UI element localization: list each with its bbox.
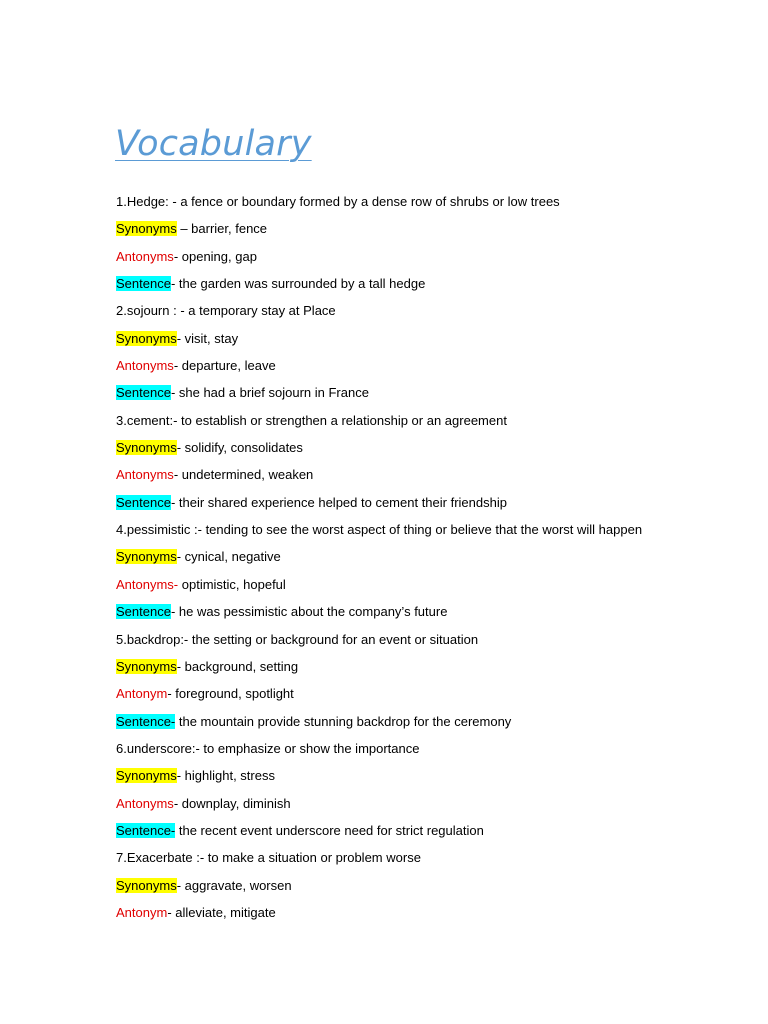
sentence-label: Sentence <box>116 604 171 620</box>
antonyms-line <box>116 794 736 821</box>
line-text: - he was pessimistic about the company’s future <box>170 604 448 620</box>
line-text: - foreground, spotlight <box>167 686 294 702</box>
synonyms-line <box>116 766 736 793</box>
sentence-line <box>116 383 736 410</box>
sentence-line <box>116 602 736 629</box>
line-text: the recent event underscore need for strict regulation <box>175 822 484 838</box>
synonyms-line <box>116 547 736 574</box>
antonyms-line <box>116 465 736 492</box>
line-text: - their shared experience helped to cement their friendship <box>170 494 507 510</box>
antonyms-label: Antonyms <box>116 248 174 264</box>
line-text: - alleviate, mitigate <box>167 904 276 920</box>
antonyms-line <box>116 356 736 383</box>
line-text: the mountain provide stunning backdrop for the ceremony <box>175 713 512 729</box>
synonyms-line <box>116 219 736 246</box>
synonyms-line <box>116 876 736 903</box>
antonyms-line <box>116 247 736 274</box>
line-text: - visit, stay <box>176 330 239 346</box>
antonyms-label: Antonyms <box>116 467 174 483</box>
line-text: 3.cement:- to establish or strengthen a relationship or an agreement <box>116 412 507 428</box>
definition-line <box>116 739 736 766</box>
antonyms-line <box>116 903 736 930</box>
synonyms-line <box>116 438 736 465</box>
page-title: Vocabulary <box>115 124 312 164</box>
line-text: - aggravate, worsen <box>176 877 292 893</box>
line-text: - opening, gap <box>173 248 257 264</box>
synonyms-label: Synonyms <box>116 330 177 346</box>
antonyms-label: Antonyms <box>116 358 174 374</box>
definition-line <box>116 301 736 328</box>
sentence-line <box>116 274 736 301</box>
line-text: - departure, leave <box>173 358 276 374</box>
line-text: - the garden was surrounded by a tall hedge <box>170 276 426 292</box>
synonyms-label: Synonyms <box>116 658 177 674</box>
sentence-line <box>116 821 736 848</box>
line-text: - undetermined, weaken <box>173 467 314 483</box>
sentence-label: Sentence <box>116 276 171 292</box>
line-text: 5.backdrop:- the setting or background for an event or situation <box>116 631 479 647</box>
line-text: optimistic, hopeful <box>178 576 286 592</box>
antonyms-label: Antonyms- <box>116 576 179 592</box>
definition-line <box>116 520 736 547</box>
synonyms-line <box>116 329 736 356</box>
line-text: – barrier, fence <box>176 221 268 237</box>
definition-line <box>116 848 736 875</box>
definition-line <box>116 192 736 219</box>
synonyms-label: Synonyms <box>116 221 177 237</box>
definition-line <box>116 411 736 438</box>
vocabulary-list <box>116 192 736 930</box>
synonyms-label: Synonyms <box>116 440 177 456</box>
antonyms-line <box>116 684 736 711</box>
line-text: - background, setting <box>176 658 299 674</box>
line-text: - highlight, stress <box>176 768 275 784</box>
antonyms-label: Antonym <box>116 686 168 702</box>
sentence-label: Sentence- <box>116 713 176 729</box>
antonyms-line <box>116 575 736 602</box>
synonyms-label: Synonyms <box>116 549 177 565</box>
sentence-label: Sentence- <box>116 822 176 838</box>
antonyms-label: Antonym <box>116 904 168 920</box>
sentence-label: Sentence <box>116 494 171 510</box>
line-text: 6.underscore:- to emphasize or show the importance <box>116 740 420 756</box>
antonyms-label: Antonyms <box>116 795 174 811</box>
definition-line <box>116 630 736 657</box>
sentence-line <box>116 493 736 520</box>
synonyms-label: Synonyms <box>116 877 177 893</box>
synonyms-label: Synonyms <box>116 768 177 784</box>
line-text: 7.Exacerbate :- to make a situation or problem worse <box>116 850 421 866</box>
line-text: - downplay, diminish <box>173 795 291 811</box>
line-text: 4.pessimistic :- tending to see the worst aspect of thing or believe that the worst will happen <box>116 522 643 538</box>
line-text: - she had a brief sojourn in France <box>170 385 369 401</box>
line-text: - cynical, negative <box>176 549 281 565</box>
line-text: 1.Hedge: - a fence or boundary formed by a dense row of shrubs or low trees <box>116 194 560 209</box>
sentence-label: Sentence <box>116 385 171 401</box>
sentence-line <box>116 712 736 739</box>
line-text: - solidify, consolidates <box>176 440 303 456</box>
synonyms-line <box>116 657 736 684</box>
line-text: 2.sojourn : - a temporary stay at Place <box>116 303 336 319</box>
